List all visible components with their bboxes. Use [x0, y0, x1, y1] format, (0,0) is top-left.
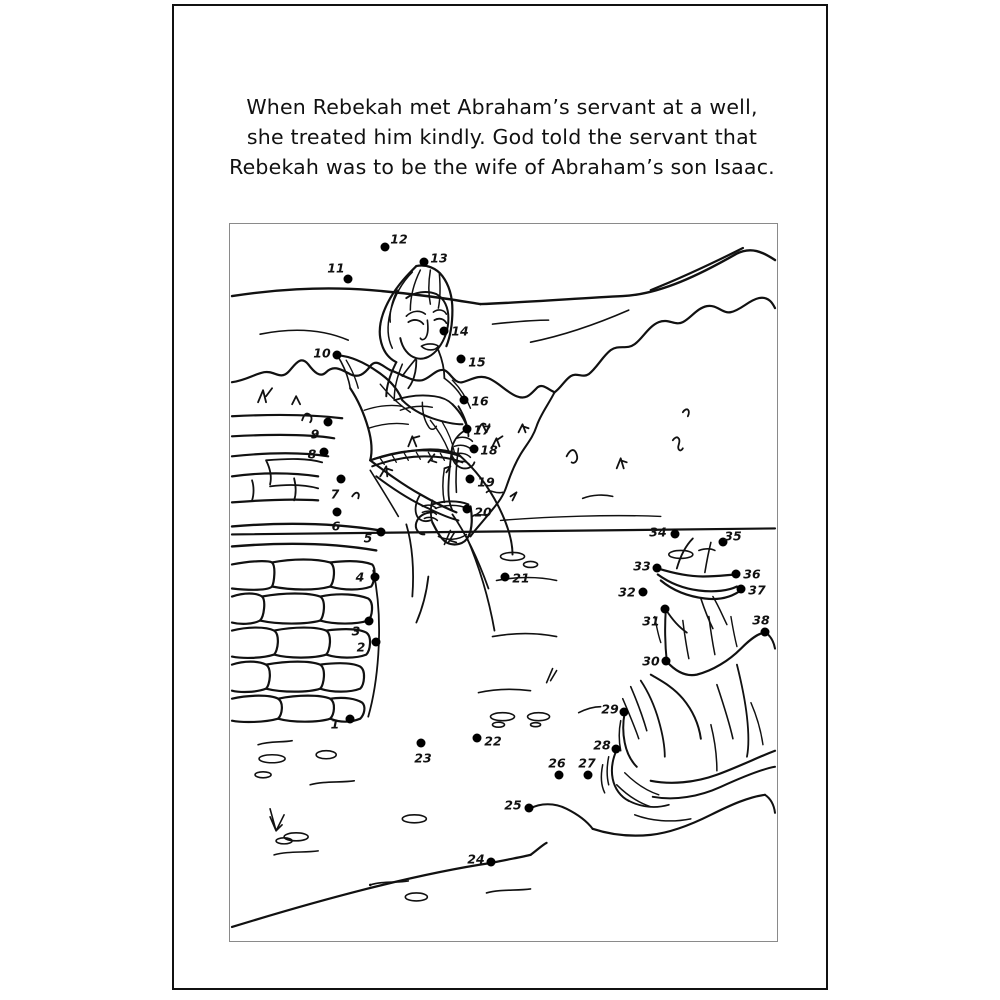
- dot-number-23: 23: [414, 750, 432, 766]
- dot-number-32: 32: [618, 584, 636, 600]
- dot-number-21: 21: [512, 570, 530, 586]
- dot-number-16: 16: [471, 393, 489, 409]
- dot-number-33: 33: [633, 558, 651, 574]
- dot-number-4: 4: [355, 569, 365, 585]
- dot-number-1: 1: [330, 716, 340, 732]
- dot-number-26: 26: [548, 755, 566, 771]
- dot-label-layer: [230, 224, 777, 941]
- dot-number-13: 13: [430, 250, 448, 266]
- dot-number-31: 31: [642, 613, 660, 629]
- dot-number-14: 14: [451, 323, 469, 339]
- dot-number-3: 3: [351, 623, 361, 639]
- dot-number-20: 20: [474, 504, 492, 520]
- caption-line-3: Rebekah was to be the wife of Abraham’s son Isaac.: [229, 155, 775, 179]
- dot-number-35: 35: [724, 528, 742, 544]
- caption-text: [174, 92, 830, 182]
- dot-number-34: 34: [649, 524, 667, 540]
- dot-number-17: 17: [473, 422, 491, 438]
- dot-number-28: 28: [593, 737, 611, 753]
- dot-number-36: 36: [743, 566, 761, 582]
- dot-number-37: 37: [748, 582, 766, 598]
- dot-number-8: 8: [307, 446, 317, 462]
- page-sheet: [172, 4, 828, 990]
- dot-number-18: 18: [480, 442, 498, 458]
- dot-number-2: 2: [356, 639, 366, 655]
- dot-number-5: 5: [363, 530, 373, 546]
- caption-line-1: When Rebekah met Abraham’s servant at a well,: [246, 95, 758, 119]
- caption-line-2: she treated him kindly. God told the servant that: [246, 125, 758, 149]
- dot-number-9: 9: [310, 426, 320, 442]
- puzzle-frame: [229, 223, 778, 942]
- dot-number-7: 7: [330, 486, 340, 502]
- dot-number-30: 30: [642, 653, 660, 669]
- dot-number-25: 25: [504, 797, 522, 813]
- dot-number-24: 24: [467, 851, 485, 867]
- dot-number-12: 12: [390, 231, 408, 247]
- dot-number-22: 22: [484, 733, 502, 749]
- dot-number-15: 15: [468, 354, 486, 370]
- dot-number-19: 19: [477, 474, 495, 490]
- dot-number-38: 38: [752, 612, 770, 628]
- dot-number-11: 11: [327, 260, 345, 276]
- dot-number-29: 29: [601, 701, 619, 717]
- dot-number-27: 27: [578, 755, 596, 771]
- dot-number-10: 10: [313, 345, 331, 361]
- dot-number-6: 6: [331, 518, 341, 534]
